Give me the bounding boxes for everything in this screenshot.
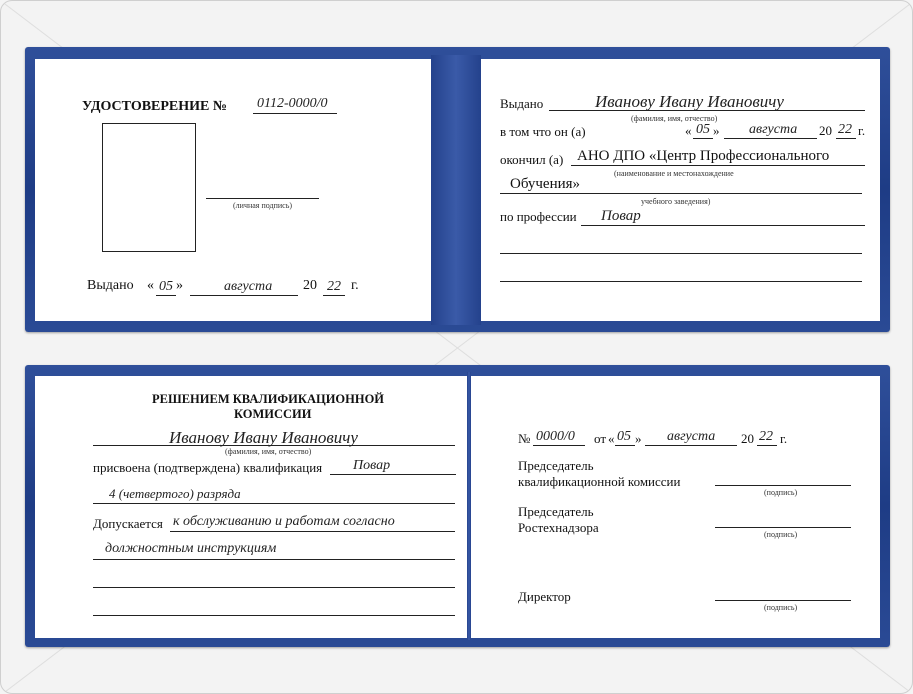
admitted-line2: должностным инструкциям bbox=[105, 541, 277, 556]
grade-value: 4 (четвертого) разряда bbox=[109, 486, 241, 501]
bottom-cover bbox=[25, 365, 890, 647]
issued-month: августа bbox=[224, 279, 273, 294]
bottom-right-page: № 0000/0 от « 05 » августа 20 22 г. Председатель квалификационной комиссии (подпись) Председатель Ростехнадзора (подпись) Директор (подпись) bbox=[471, 376, 880, 638]
certificate-title: УДОСТОВЕРЕНИЕ № bbox=[82, 99, 227, 114]
institution-caption1: (наименование и местонахождение bbox=[614, 169, 734, 178]
decision-heading-2: КОМИССИИ bbox=[234, 407, 312, 421]
chair1-signature-caption: (подпись) bbox=[764, 488, 798, 497]
profession-value: Повар bbox=[601, 208, 641, 224]
top-left-page: УДОСТОВЕРЕНИЕ № 0112-0000/0 (личная подпись) Выдано « 05 » августа 20 22 г. bbox=[35, 59, 431, 321]
chair1-line2: квалификационной комиссии bbox=[518, 474, 681, 489]
protocol-year-prefix: 20 bbox=[741, 431, 754, 446]
chair2-signature-caption: (подпись) bbox=[764, 530, 798, 539]
institution-line2: Обучения» bbox=[510, 176, 581, 192]
protocol-year: 22 bbox=[759, 429, 773, 444]
institution-line1: АНО ДПО «Центр Профессионального bbox=[577, 148, 830, 164]
top-right-page: Выдано Иванову Ивану Ивановичу (фамилия, имя, отчество) в том что он (а) « 05 » августа 20 22 г. окончил (а) АНО ДПО «Центр Профессионального (наименование и местонахождение Обучения» учебного заведения) по профессии Повар bbox=[481, 59, 880, 321]
recipient-name-bottom: Иванову Ивану Ивановичу bbox=[169, 428, 358, 447]
cert-month: августа bbox=[749, 122, 798, 137]
top-spine bbox=[431, 55, 481, 325]
issued-label: Выдано bbox=[87, 278, 134, 293]
from-label: от bbox=[594, 431, 607, 446]
institution-caption2: учебного заведения) bbox=[641, 197, 711, 206]
protocol-day: 05 bbox=[617, 429, 631, 444]
director-signature-caption: (подпись) bbox=[764, 603, 798, 612]
fio-caption-bottom: (фамилия, имя, отчество) bbox=[225, 447, 312, 456]
signature-caption: (личная подпись) bbox=[233, 201, 293, 210]
number-sign: № bbox=[518, 431, 531, 446]
cert-year-suffix: г. bbox=[858, 123, 866, 138]
profession-label: по профессии bbox=[500, 209, 577, 224]
protocol-month: августа bbox=[667, 429, 716, 444]
signature-line bbox=[206, 198, 319, 199]
year-suffix: г. bbox=[351, 278, 359, 293]
fio-caption: (фамилия, имя, отчество) bbox=[631, 114, 718, 123]
qualification-value: Повар bbox=[353, 458, 391, 473]
issued-day: 05 bbox=[159, 279, 173, 294]
cert-year: 22 bbox=[838, 122, 852, 137]
protocol-number: 0000/0 bbox=[536, 429, 575, 444]
certificate-number: 0112-0000/0 bbox=[257, 96, 328, 111]
cert-day: 05 bbox=[696, 122, 710, 137]
chair2-line1: Председатель bbox=[518, 504, 594, 519]
issued-label-right: Выдано bbox=[500, 96, 544, 111]
bottom-left-page bbox=[35, 376, 467, 638]
issued-year: 22 bbox=[327, 279, 341, 294]
director-label: Директор bbox=[518, 589, 571, 604]
recipient-name: Иванову Ивану Ивановичу bbox=[595, 92, 784, 111]
cert-year-prefix: 20 bbox=[819, 123, 832, 138]
qualification-label: присвоена (подтверждена) квалификация bbox=[93, 460, 323, 475]
photo-box bbox=[102, 123, 196, 252]
that-label: в том что он (а) bbox=[500, 124, 586, 139]
decision-heading-1: РЕШЕНИЕМ КВАЛИФИКАЦИОННОЙ bbox=[152, 392, 385, 406]
protocol-year-suffix: г. bbox=[780, 431, 788, 446]
admitted-line1: к обслуживанию и работам согласно bbox=[173, 514, 395, 529]
chair2-line2: Ростехнадзора bbox=[518, 520, 599, 535]
chair1-line1: Председатель bbox=[518, 458, 594, 473]
finished-label: окончил (а) bbox=[500, 152, 564, 167]
number-line bbox=[253, 113, 337, 114]
year-prefix: 20 bbox=[303, 278, 317, 293]
top-cover bbox=[25, 47, 890, 332]
admitted-label: Допускается bbox=[93, 516, 163, 531]
